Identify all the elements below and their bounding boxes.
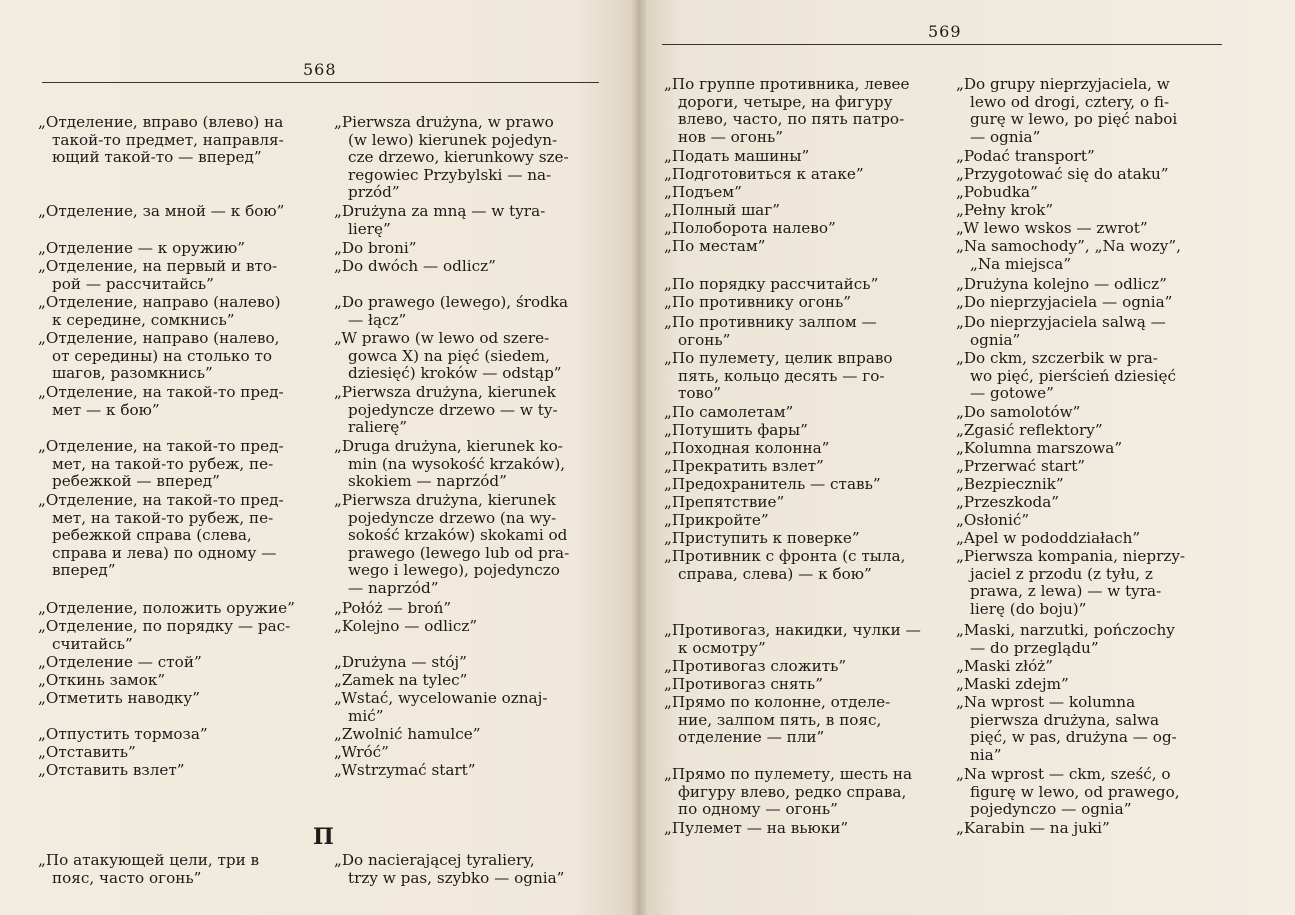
- dictionary-entry: „Подать машины”: [664, 147, 810, 165]
- dictionary-entry: „Отделение — стой”: [38, 653, 202, 671]
- dictionary-entry: „Do prawego (lewego), środka — łącz”: [334, 293, 569, 329]
- right-russian-column: [664, 0, 936, 915]
- dictionary-entry: „Na samochody”, „Na wozy”, „Na miejsca”: [956, 237, 1181, 273]
- dictionary-entry: „Полоборота налево”: [664, 219, 836, 237]
- dictionary-entry: „Przerwać start”: [956, 457, 1086, 475]
- dictionary-entry: „По противнику залпом — огонь”: [664, 313, 877, 349]
- dictionary-entry: „Apel w pododdziałach”: [956, 529, 1141, 547]
- dictionary-entry: „Пулемет — на вьюки”: [664, 819, 849, 837]
- dictionary-entry: „Do dwóch — odlicz”: [334, 257, 496, 275]
- section-letter: П: [313, 824, 334, 850]
- dictionary-entry: „Maski złóż”: [956, 657, 1053, 675]
- dictionary-entry: „Препятствие”: [664, 493, 785, 511]
- dictionary-entry: „Противогаз, накидки, чулки — к осмотру”: [664, 621, 921, 657]
- dictionary-entry: „Подъем”: [664, 183, 742, 201]
- dictionary-entry: „Походная колонна”: [664, 439, 830, 457]
- dictionary-entry: „Отделение, за мной — к бою”: [38, 202, 285, 220]
- dictionary-entry: „Do nieprzyjaciela salwą — ognia”: [956, 313, 1166, 349]
- dictionary-entry: „Połóż — broń”: [334, 599, 452, 617]
- dictionary-entry: „Потушить фары”: [664, 421, 808, 439]
- dictionary-entry: „Прикройте”: [664, 511, 769, 529]
- dictionary-entry: „Противник с фронта (с тыла, справа, слева) — к бою”: [664, 547, 906, 583]
- dictionary-entry: „Pełny krok”: [956, 201, 1054, 219]
- dictionary-entry: „Wstrzymać start”: [334, 761, 476, 779]
- dictionary-entry: „По пулемету, целик вправо пять, кольцо десять — го- тово”: [664, 349, 893, 403]
- dictionary-entry: „Do grupy nieprzyjaciela, w lewo od drogi, cztery, o fi- gurę w lewo, po pięć naboi — ognia”: [956, 75, 1178, 146]
- dictionary-entry: „По самолетам”: [664, 403, 794, 421]
- dictionary-entry: „Osłonić”: [956, 511, 1030, 529]
- right-polish-column: [956, 0, 1230, 915]
- dictionary-entry: „Откинь замок”: [38, 671, 166, 689]
- dictionary-entry: „Приступить к поверке”: [664, 529, 860, 547]
- left-russian-column: [38, 0, 312, 915]
- dictionary-entry: „Отделение, направо (налево, от середины) на столько то шагов, разомкнись”: [38, 329, 280, 383]
- dictionary-entry: „Wstać, wycelowanie oznaj- mić”: [334, 689, 548, 725]
- dictionary-entry: „Отделение, положить оружие”: [38, 599, 295, 617]
- dictionary-entry: „Противогаз сложить”: [664, 657, 847, 675]
- dictionary-entry: „Отделение, по порядку — рас- считайсь”: [38, 617, 291, 653]
- dictionary-entry: „Отпустить тормоза”: [38, 725, 208, 743]
- dictionary-entry: „Zamek na tylec”: [334, 671, 468, 689]
- dictionary-entry: „Zwolnić hamulce”: [334, 725, 481, 743]
- dictionary-entry: „W lewo wskos — zwrot”: [956, 219, 1148, 237]
- dictionary-entry: „По группе противника, левее дороги, четыре, на фигуру влево, часто, по пять патро- нов — огонь”: [664, 75, 910, 146]
- dictionary-entry: „По местам”: [664, 237, 766, 255]
- dictionary-entry: „Отделение, на такой-то пред- мет, на такой-то рубеж, пе- ребежкой справа (слева, справа и лева) по одному — вперед”: [38, 491, 284, 580]
- dictionary-entry: „По противнику огонь”: [664, 293, 852, 311]
- dictionary-entry: „Drużyna — stój”: [334, 653, 467, 671]
- dictionary-entry: „Na wprost — kolumna pierwsza drużyna, salwa pięć, w pas, drużyna — og- nia”: [956, 693, 1177, 764]
- page-number-left: 568: [303, 60, 337, 79]
- page-number-right: 569: [928, 22, 962, 41]
- dictionary-entry: „Pierwsza kompania, nieprzy- jaciel z przodu (z tyłu, z prawa, z lewa) — w tyra- lierę (do boju)”: [956, 547, 1186, 618]
- dictionary-entry: „Maski, narzutki, pończochy — do przeglądu”: [956, 621, 1175, 657]
- dictionary-entry: „Do samolotów”: [956, 403, 1081, 421]
- dictionary-entry: „Отделение — к оружию”: [38, 239, 245, 257]
- dictionary-entry: „Na wprost — ckm, sześć, o figurę w lewo, od prawego, pojedynczo — ognia”: [956, 765, 1180, 819]
- dictionary-entry: „Karabin — na juki”: [956, 819, 1110, 837]
- dictionary-entry: „Прекратить взлет”: [664, 457, 824, 475]
- dictionary-entry: „Подготовиться к атаке”: [664, 165, 864, 183]
- dictionary-entry: „Отделение, на такой-то пред- мет, на такой-то рубеж, пе- ребежкой — вперед”: [38, 437, 284, 491]
- dictionary-entry: „Отделение, на такой-то пред- мет — к бою”: [38, 383, 284, 419]
- dictionary-entry: „Zgasić reflektory”: [956, 421, 1103, 439]
- dictionary-entry: „Do broni”: [334, 239, 417, 257]
- dictionary-entry: „Podać transport”: [956, 147, 1095, 165]
- dictionary-entry: „Przeszkoda”: [956, 493, 1060, 511]
- dictionary-entry: „Bezpiecznik”: [956, 475, 1064, 493]
- dictionary-entry: „По атакующей цели, три в пояс, часто огонь”: [38, 851, 260, 887]
- book-gutter: [632, 0, 646, 915]
- dictionary-entry: „Drużyna kolejno — odlicz”: [956, 275, 1167, 293]
- dictionary-entry: „Отделение, на первый и вто- рой — рассчитайсь”: [38, 257, 278, 293]
- dictionary-entry: „Kolejno — odlicz”: [334, 617, 478, 635]
- dictionary-entry: „Pierwsza drużyna, kierunek pojedyncze drzewo (na wy- sokość krzaków) skokami od prawego (lewego lub od pra- wego i lewego), pojedynczo — naprzód”: [334, 491, 570, 597]
- dictionary-entry: „Pierwsza drużyna, w prawo (w lewo) kierunek pojedyn- cze drzewo, kierunkowy sze- regowiec Przybylski — na- przód”: [334, 113, 569, 202]
- dictionary-entry: „Прямо по пулемету, шесть на фигуру влево, редко справа, по одному — огонь”: [664, 765, 913, 819]
- dictionary-entry: „Отделение, направо (налево) к середине, сомкнись”: [38, 293, 281, 329]
- dictionary-entry: „Pobudka”: [956, 183, 1038, 201]
- dictionary-entry: „Отставить взлет”: [38, 761, 185, 779]
- dictionary-entry: „По порядку рассчитайсь”: [664, 275, 879, 293]
- dictionary-entry: „Отставить”: [38, 743, 136, 761]
- dictionary-entry: „Drużyna za mną — w tyra- lierę”: [334, 202, 546, 238]
- dictionary-entry: „Прямо по колонне, отделе- ние, залпом пять, в пояс, отделение — пли”: [664, 693, 891, 747]
- dictionary-entry: „Do ckm, szczerbik w pra- wo pięć, pierścień dziesięć — gotowe”: [956, 349, 1176, 403]
- dictionary-entry: „Druga drużyna, kierunek ko- min (na wysokość krzaków), skokiem — naprzód”: [334, 437, 566, 491]
- dictionary-entry: „Pierwsza drużyna, kierunek pojedyncze drzewo — w ty- ralierę”: [334, 383, 558, 437]
- dictionary-entry: „Отметить наводку”: [38, 689, 200, 707]
- dictionary-entry: „Przygotować się do ataku”: [956, 165, 1169, 183]
- dictionary-entry: „Do nieprzyjaciela — ognia”: [956, 293, 1173, 311]
- left-polish-column: [334, 0, 602, 915]
- dictionary-entry: „Отделение, вправо (влево) на такой-то предмет, направля- ющий такой-то — вперед”: [38, 113, 284, 167]
- dictionary-entry: „W prawo (w lewo od szere- gowca X) na pięć (siedem, dziesięć) kroków — odstąp”: [334, 329, 562, 383]
- dictionary-entry: „Предохранитель — ставь”: [664, 475, 881, 493]
- dictionary-entry: „Kolumna marszowa”: [956, 439, 1123, 457]
- dictionary-entry: „Полный шаг”: [664, 201, 780, 219]
- dictionary-entry: „Maski zdejm”: [956, 675, 1069, 693]
- dictionary-entry: „Противогаз снять”: [664, 675, 823, 693]
- dictionary-entry: „Wróć”: [334, 743, 389, 761]
- dictionary-entry: „Do nacierającej tyraliery, trzy w pas, szybko — ognia”: [334, 851, 565, 887]
